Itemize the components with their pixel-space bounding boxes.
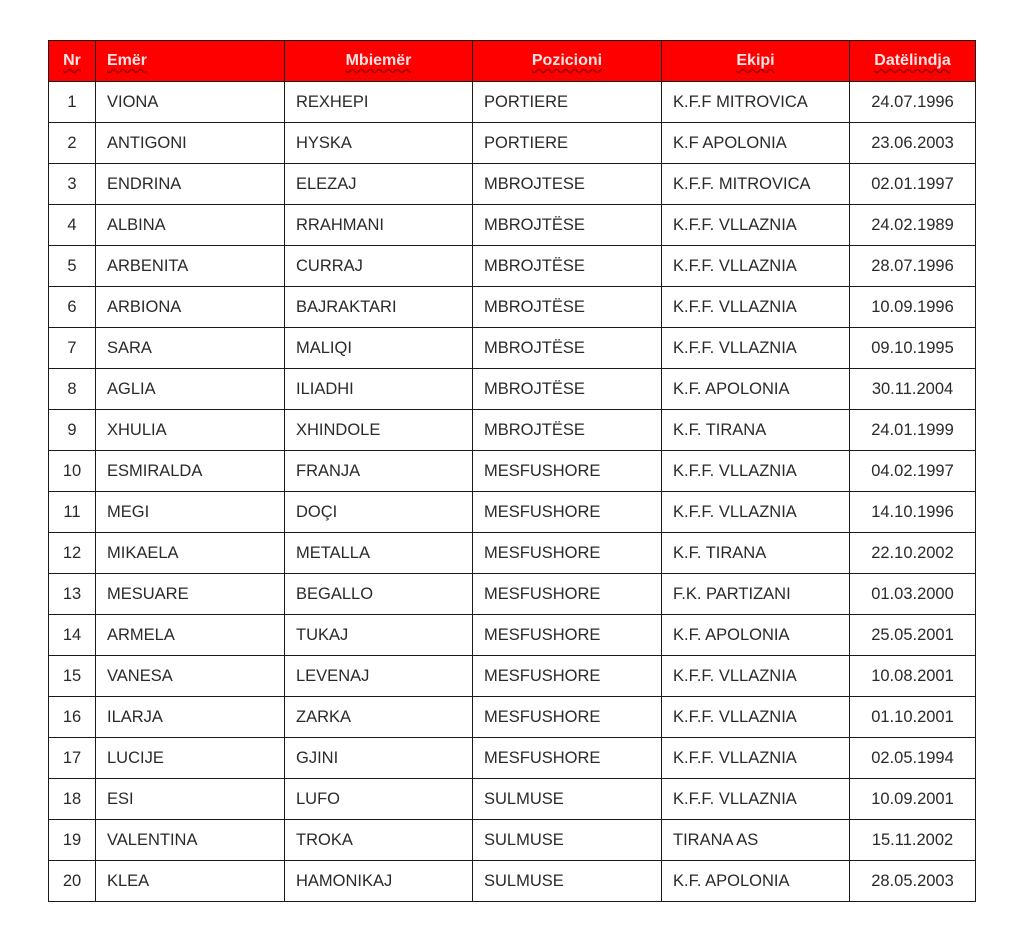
cell-position: MBROJTËSE [473, 246, 662, 287]
cell-position: MESFUSHORE [473, 533, 662, 574]
cell-first-name: AGLIA [96, 369, 285, 410]
cell-last-name: TROKA [285, 820, 473, 861]
cell-nr: 13 [49, 574, 96, 615]
cell-team: K.F.F. VLLAZNIA [662, 779, 850, 820]
cell-nr: 15 [49, 656, 96, 697]
header-last-name [285, 41, 473, 82]
cell-team: K.F.F. VLLAZNIA [662, 656, 850, 697]
cell-birthdate: 30.11.2004 [850, 369, 976, 410]
header-birthdate [850, 41, 976, 82]
table-row [49, 820, 976, 861]
table-body [49, 82, 976, 902]
cell-position: SULMUSE [473, 861, 662, 902]
cell-first-name: SARA [96, 328, 285, 369]
cell-birthdate: 28.05.2003 [850, 861, 976, 902]
cell-nr: 5 [49, 246, 96, 287]
table-row [49, 205, 976, 246]
header-position [473, 41, 662, 82]
table-row [49, 410, 976, 451]
cell-last-name: METALLA [285, 533, 473, 574]
cell-last-name: HYSKA [285, 123, 473, 164]
cell-position: MBROJTËSE [473, 410, 662, 451]
cell-first-name: ALBINA [96, 205, 285, 246]
cell-birthdate: 25.05.2001 [850, 615, 976, 656]
cell-position: MBROJTESE [473, 164, 662, 205]
cell-first-name: VANESA [96, 656, 285, 697]
table-row [49, 123, 976, 164]
cell-position: PORTIERE [473, 82, 662, 123]
header-nr-label: Nr [63, 52, 81, 69]
cell-position: MBROJTËSE [473, 369, 662, 410]
cell-first-name: ARMELA [96, 615, 285, 656]
cell-first-name: ESMIRALDA [96, 451, 285, 492]
cell-nr: 16 [49, 697, 96, 738]
cell-team: K.F.F. VLLAZNIA [662, 697, 850, 738]
table-row [49, 287, 976, 328]
cell-birthdate: 02.05.1994 [850, 738, 976, 779]
table-row [49, 492, 976, 533]
cell-position: MBROJTËSE [473, 205, 662, 246]
table-row [49, 697, 976, 738]
cell-first-name: MESUARE [96, 574, 285, 615]
cell-first-name: ESI [96, 779, 285, 820]
cell-nr: 1 [49, 82, 96, 123]
cell-position: MESFUSHORE [473, 656, 662, 697]
cell-nr: 20 [49, 861, 96, 902]
cell-first-name: XHULIA [96, 410, 285, 451]
header-nr [49, 41, 96, 82]
cell-birthdate: 24.02.1989 [850, 205, 976, 246]
cell-first-name: MIKAELA [96, 533, 285, 574]
cell-nr: 7 [49, 328, 96, 369]
cell-first-name: ARBIONA [96, 287, 285, 328]
cell-birthdate: 24.07.1996 [850, 82, 976, 123]
cell-last-name: ELEZAJ [285, 164, 473, 205]
cell-team: K.F.F. VLLAZNIA [662, 287, 850, 328]
table-row [49, 328, 976, 369]
cell-last-name: LEVENAJ [285, 656, 473, 697]
cell-last-name: RRAHMANI [285, 205, 473, 246]
cell-last-name: MALIQI [285, 328, 473, 369]
cell-last-name: GJINI [285, 738, 473, 779]
cell-team: K.F. APOLONIA [662, 615, 850, 656]
cell-last-name: FRANJA [285, 451, 473, 492]
cell-team: K.F.F. VLLAZNIA [662, 246, 850, 287]
cell-first-name: ILARJA [96, 697, 285, 738]
cell-nr: 11 [49, 492, 96, 533]
cell-last-name: DOÇI [285, 492, 473, 533]
cell-team: K.F.F. MITROVICA [662, 164, 850, 205]
table-row [49, 369, 976, 410]
cell-nr: 8 [49, 369, 96, 410]
cell-last-name: LUFO [285, 779, 473, 820]
cell-position: MESFUSHORE [473, 738, 662, 779]
header-row [49, 41, 976, 82]
cell-position: SULMUSE [473, 779, 662, 820]
cell-nr: 9 [49, 410, 96, 451]
header-team-label: Ekipi [736, 52, 775, 69]
cell-first-name: ENDRINA [96, 164, 285, 205]
cell-birthdate: 04.02.1997 [850, 451, 976, 492]
cell-birthdate: 22.10.2002 [850, 533, 976, 574]
cell-nr: 4 [49, 205, 96, 246]
cell-first-name: VALENTINA [96, 820, 285, 861]
cell-team: K.F. APOLONIA [662, 369, 850, 410]
cell-last-name: REXHEPI [285, 82, 473, 123]
table-row [49, 656, 976, 697]
cell-last-name: BEGALLO [285, 574, 473, 615]
cell-nr: 17 [49, 738, 96, 779]
cell-nr: 14 [49, 615, 96, 656]
table-header [49, 41, 976, 82]
cell-nr: 19 [49, 820, 96, 861]
cell-birthdate: 01.10.2001 [850, 697, 976, 738]
cell-birthdate: 10.08.2001 [850, 656, 976, 697]
cell-position: MESFUSHORE [473, 615, 662, 656]
cell-nr: 10 [49, 451, 96, 492]
cell-position: MESFUSHORE [473, 697, 662, 738]
cell-team: K.F.F. VLLAZNIA [662, 738, 850, 779]
table-row [49, 82, 976, 123]
cell-team: K.F.F. VLLAZNIA [662, 492, 850, 533]
cell-last-name: CURRAJ [285, 246, 473, 287]
cell-position: MESFUSHORE [473, 492, 662, 533]
cell-position: MESFUSHORE [473, 574, 662, 615]
cell-last-name: BAJRAKTARI [285, 287, 473, 328]
cell-position: MBROJTËSE [473, 328, 662, 369]
cell-team: K.F APOLONIA [662, 123, 850, 164]
table-row [49, 451, 976, 492]
table-row [49, 615, 976, 656]
cell-birthdate: 24.01.1999 [850, 410, 976, 451]
cell-last-name: XHINDOLE [285, 410, 473, 451]
header-position-label: Pozicioni [531, 52, 603, 69]
cell-birthdate: 14.10.1996 [850, 492, 976, 533]
table-row [49, 246, 976, 287]
cell-team: K.F. TIRANA [662, 533, 850, 574]
header-first-name-label: Emër [107, 52, 148, 69]
header-first-name [96, 41, 285, 82]
table-row [49, 779, 976, 820]
cell-birthdate: 15.11.2002 [850, 820, 976, 861]
cell-team: F.K. PARTIZANI [662, 574, 850, 615]
cell-birthdate: 09.10.1995 [850, 328, 976, 369]
table-row [49, 574, 976, 615]
cell-team: K.F.F. VLLAZNIA [662, 328, 850, 369]
cell-first-name: VIONA [96, 82, 285, 123]
cell-birthdate: 10.09.2001 [850, 779, 976, 820]
cell-team: K.F.F. VLLAZNIA [662, 205, 850, 246]
table-row [49, 738, 976, 779]
cell-nr: 3 [49, 164, 96, 205]
header-team [662, 41, 850, 82]
cell-team: TIRANA AS [662, 820, 850, 861]
cell-first-name: KLEA [96, 861, 285, 902]
cell-birthdate: 01.03.2000 [850, 574, 976, 615]
cell-team: K.F. APOLONIA [662, 861, 850, 902]
cell-nr: 6 [49, 287, 96, 328]
cell-nr: 2 [49, 123, 96, 164]
cell-birthdate: 28.07.1996 [850, 246, 976, 287]
cell-birthdate: 02.01.1997 [850, 164, 976, 205]
cell-nr: 18 [49, 779, 96, 820]
cell-team: K.F.F. VLLAZNIA [662, 451, 850, 492]
cell-position: SULMUSE [473, 820, 662, 861]
cell-last-name: TUKAJ [285, 615, 473, 656]
cell-last-name: HAMONIKAJ [285, 861, 473, 902]
cell-position: PORTIERE [473, 123, 662, 164]
cell-nr: 12 [49, 533, 96, 574]
cell-last-name: ILIADHI [285, 369, 473, 410]
cell-first-name: ANTIGONI [96, 123, 285, 164]
table-row [49, 164, 976, 205]
cell-team: K.F. TIRANA [662, 410, 850, 451]
cell-first-name: ARBENITA [96, 246, 285, 287]
cell-team: K.F.F MITROVICA [662, 82, 850, 123]
cell-last-name: ZARKA [285, 697, 473, 738]
header-birthdate-label: Datëlindja [874, 52, 951, 69]
cell-first-name: LUCIJE [96, 738, 285, 779]
cell-position: MESFUSHORE [473, 451, 662, 492]
player-roster-table [48, 40, 976, 902]
table-row [49, 533, 976, 574]
header-last-name-label: Mbiemër [345, 52, 412, 69]
cell-first-name: MEGI [96, 492, 285, 533]
cell-birthdate: 23.06.2003 [850, 123, 976, 164]
cell-position: MBROJTËSE [473, 287, 662, 328]
table-row [49, 861, 976, 902]
cell-birthdate: 10.09.1996 [850, 287, 976, 328]
